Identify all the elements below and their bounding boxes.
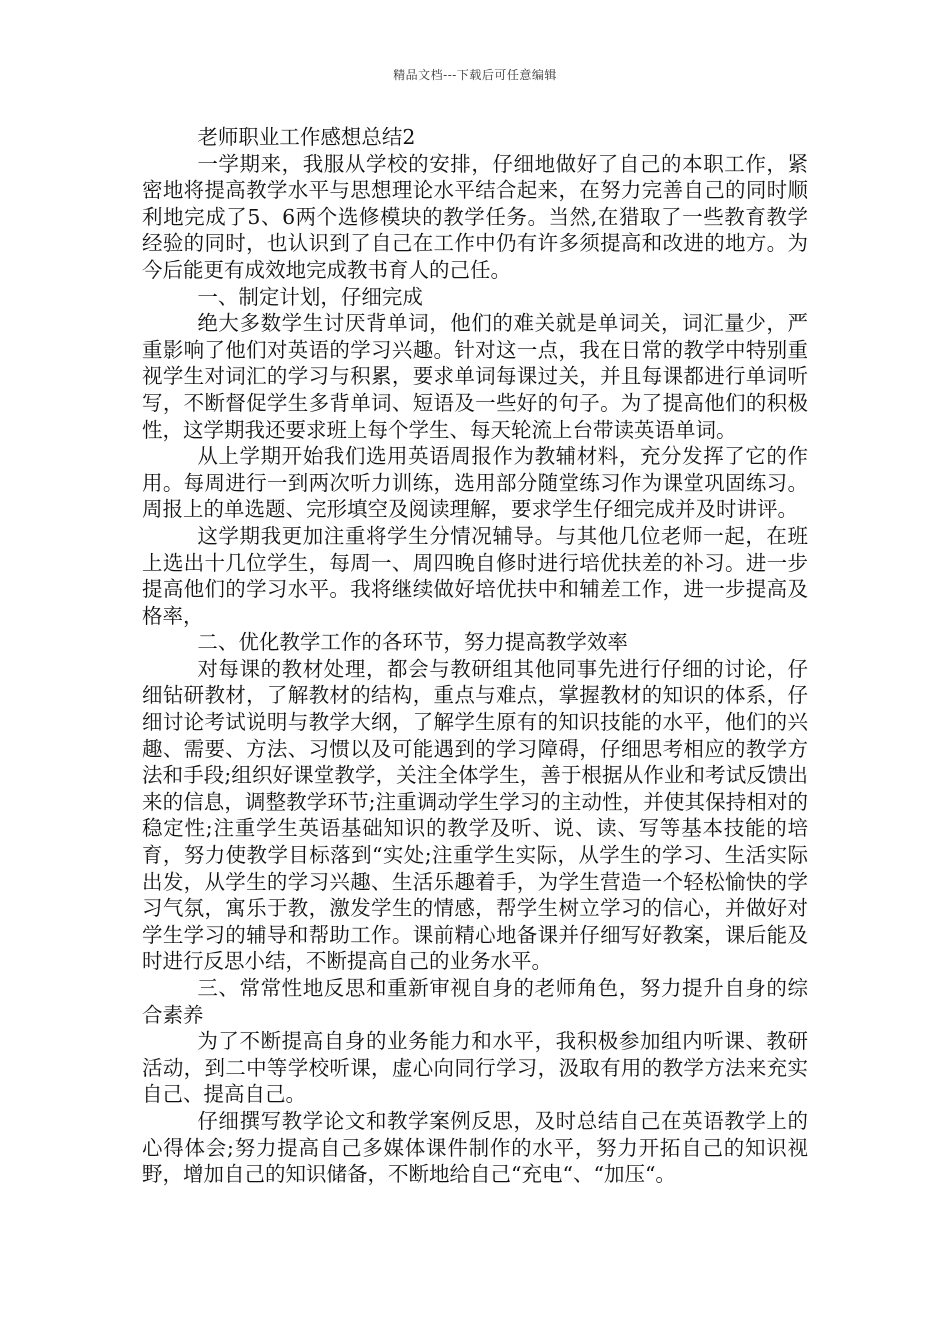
document-title: 老师职业工作感想总结2 [197,125,416,149]
document-body [142,124,808,1188]
paragraph-intro: 一学期来，我服从学校的安排，仔细地做好了自己的本职工作，紧密地将提高教学水平与思想理论水平结合起来，在努力完善自己的同时顺利地完成了5、6两个选修模块的教学任务。当然,在猎取了一些教育教学经验的同时，也认识到了自己在工作中仍有许多须提高和改进的地方。为今后能更有成效地完成教书育人的己任。 [142,151,808,282]
page-header-note: 精品文档---下载后可任意编辑 [393,68,557,82]
paragraph-vocabulary: 绝大多数学生讨厌背单词，他们的难关就是单词关，词汇量少，严重影响了他们对英语的学习兴趣。针对这一点，我在日常的教学中特别重视学生对词汇的学习与积累，要求单词每课过关，并且每课都进行单词听写，不断督促学生多背单词、短语及一些好的句子。为了提高他们的积极性，这学期我还要求班上每个学生、每天轮流上台带读英语单词。 [142,311,808,442]
section-heading-3: 三、常常性地反思和重新审视自身的老师角色，努力提升自身的综合素养 [142,976,808,1027]
section-heading-1: 一、制定计划，仔细完成 [197,284,423,309]
section-heading-2: 二、优化教学工作的各环节，努力提高教学效率 [197,630,628,655]
paragraph-teaching-process: 对每课的教材处理，都会与教研组其他同事先进行仔细的讨论，仔细钻研教材，了解教材的结构，重点与难点，掌握教材的知识的体系，仔细讨论考试说明与教学大纲，了解学生原有的知识技能的水平，他们的兴趣、需要、方法、习惯以及可能遇到的学习障碍，仔细思考相应的教学方法和手段;组织好课堂教学，关注全体学生，善于根据从作业和考试反馈出来的信息，调整教学环节;注重调动学生学习的主动性，并使其保持相对的稳定性;注重学生英语基础知识的教学及听、说、读、写等基本技能的培育，努力使教学目标落到“实处;注重学生实际，从学生的学习、生活实际出发，从学生的学习兴趣、生活乐趣着手，为学生营造一个轻松愉快的学习气氛，寓乐于教，激发学生的情感，帮学生树立学习的信心，并做好对学生学习的辅导和帮助工作。课前精心地备课并仔细写好教案，课后能及时进行反思小结，不断提高自己的业务水平。 [142,656,808,974]
paragraph-tutoring: 这学期我更加注重将学生分情况辅导。与其他几位老师一起，在班上选出十几位学生，每周一、周四晚自修时进行培优扶差的补习。进一步提高他们的学习水平。我将继续做好培优扶中和辅差工作，进一步提高及格率， [142,523,808,628]
paragraph-professional-growth: 为了不断提高自身的业务能力和水平，我积极参加组内听课、教研活动，到二中等学校听课，虚心向同行学习，汲取有用的教学方法来充实自己、提高自己。 [142,1029,808,1107]
paragraph-weekly-paper: 从上学期开始我们选用英语周报作为教辅材料，充分发挥了它的作用。每周进行一到两次听力训练，选用部分随堂练习作为课堂巩固练习。周报上的单选题、完形填空及阅读理解，要求学生仔细完成并及时讲评。 [142,444,808,522]
paragraph-reflection: 仔细撰写教学论文和教学案例反思，及时总结自己在英语教学上的心得体会;努力提高自己多媒体课件制作的水平，努力开拓自己的知识视野，增加自己的知识储备，不断地给自己“充电“、“加压“。 [142,1108,808,1187]
